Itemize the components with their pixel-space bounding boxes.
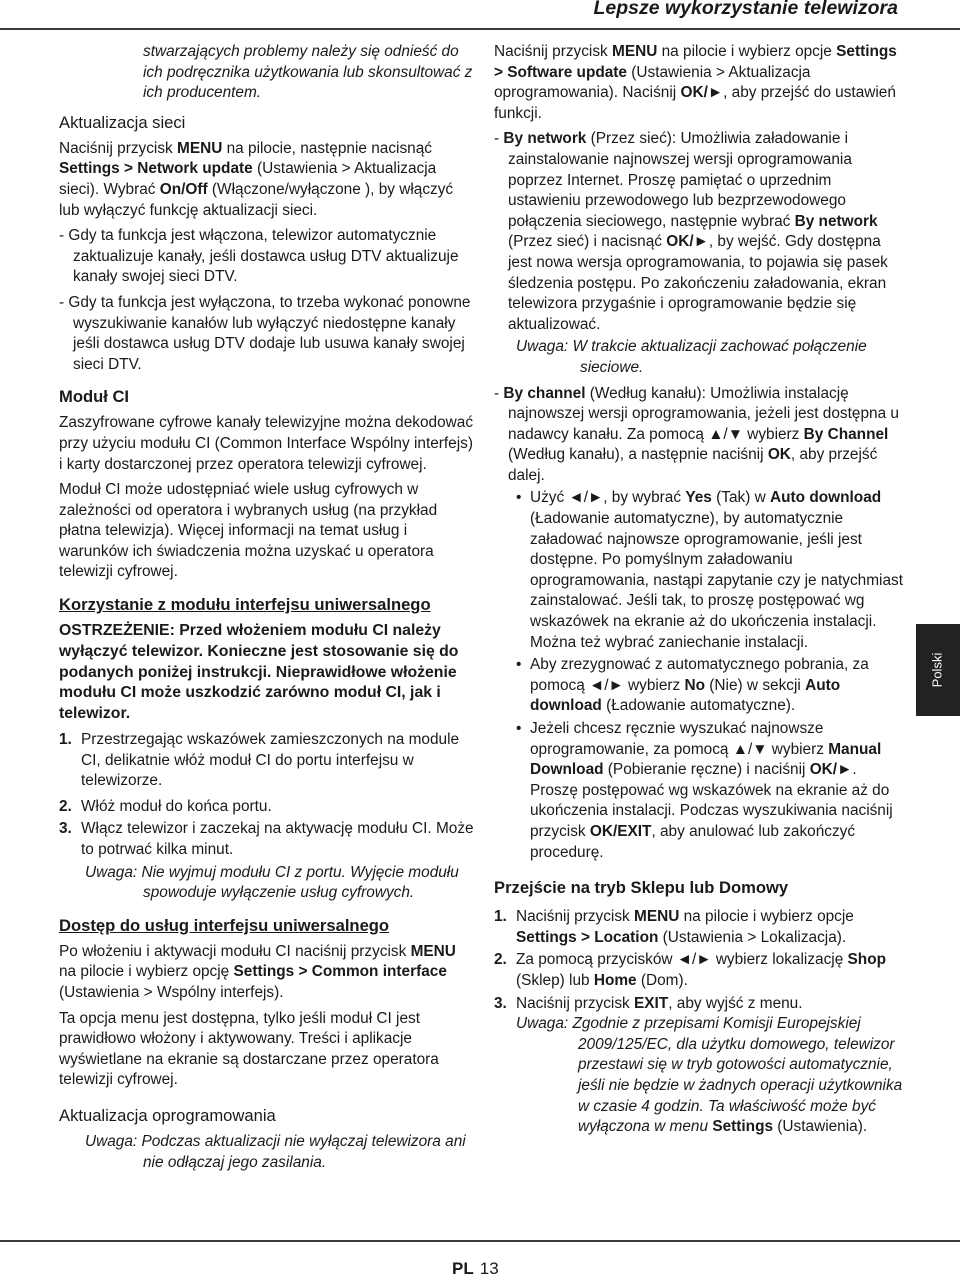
- software-update-note: Uwaga: Podczas aktualizacji nie wyłączaj telewizora ani nie odłączaj jego zasilania.: [85, 1132, 466, 1171]
- ci-access-paragraph-1: Po włożeniu i aktywacji modułu CI naciśnij przycisk MENU na pilocie i wybierz opcję Settings > Common interface (Ustawienia > Wspólny interfejs).: [59, 942, 456, 1001]
- manual-download-bullet: • Jeżeli chcesz ręcznie wyszukać najnowsze oprogramowanie, za pomocą ▲/▼ wybierz Manual Download (Pobieranie ręczne) i naciśnij OK/►. Proszę postępować wg wskazówek na ekranie aż do ukończenia instalacji. Podczas wyszukiwania naciśnij przycisk OK/EXIT, aby anulować lub zakończyć procedurę.: [516, 720, 893, 861]
- right-column: [494, 42, 904, 1143]
- network-update-off-item: - Gdy ta funkcja jest wyłączona, to trzeba wykonać ponowne wyszukiwanie kanałów lub wyłączyć niedostępne kanały jeśli dostawca usług DTV dodaje lub usuwa kanały swojej sieci DTV.: [59, 293, 471, 373]
- by-network-item: - By network (Przez sieć): Umożliwia załadowanie i zainstalowanie najnowszej wersji oprogramowania poprzez Internet. Proszę pamiętać o uprzednim ustawieniu przewodowego lub bezprzewodowego połączenia sieciowego, następnie wybrać By network (Przez sieć) i nacisnąć OK/►, by wejść. Gdy dostępna jest nowa wersja oprogramowania, to pojawia się pasek śledzenia postępu. Po zakończeniu załadowania, ekran telewizora przygaśnie i oprogramowanie będzie się aktualizować.: [494, 130, 888, 333]
- by-network-note: Uwaga: W trakcie aktualizacji zachować połączenie sieciowe.: [516, 338, 867, 376]
- ci-module-paragraph-2: Moduł CI może udostępniać wiele usług cyfrowych w zależności od operatora i wybranych usług (na przykład płatna telewizja). Więcej informacji na temat usług i warunków ich świadczenia można uzyskać u operatora telewizji cyfrowej.: [59, 481, 438, 581]
- ci-step-3: 3. Włącz telewizor i zaczekaj na aktywację modułu CI. Może to potrwać kilka minut.: [59, 820, 474, 859]
- page-header-title: Lepsze wykorzystanie telewizora: [593, 0, 898, 19]
- cancel-download-bullet: • Aby zrezygnować z automatycznego pobrania, za pomocą ◄/► wybierz No (Nie) w sekcji Auto download (Ładowanie automatyczne).: [516, 656, 869, 715]
- ci-usage-heading: Korzystanie z modułu interfejsu uniwersalnego: [59, 595, 431, 615]
- shop-note: Uwaga: Zgodnie z przepisami Komisji Europejskiej 2009/125/EC, dla użytku domowego, telewizor przestawi się w tryb gotowości automatycznie, jeśli nie będzie w żadnych operacji użytkownika w czasie 4 godzin. Ta właściwość może być wyłączona w menu Settings (Ustawienia).: [516, 1015, 903, 1136]
- software-update-paragraph: Naciśnij przycisk MENU na pilocie i wybierz opcje Settings > Software update (Ustawienia > Aktualizacja oprogramowania). Naciśnij OK/►, aby przejść do ustawień funkcji.: [494, 43, 897, 122]
- language-side-tab-label: Polski: [929, 652, 945, 688]
- ci-steps-note: Uwaga: Nie wyjmuj modułu CI z portu. Wyjęcie modułu spowoduje wyłączenie usług cyfrowych.: [85, 863, 459, 902]
- network-update-heading: Aktualizacja sieci: [59, 112, 186, 132]
- ci-access-paragraph-2: Ta opcja menu jest dostępna, tylko jeśli moduł CI jest prawidłowo włożony i aktywowany. Treści i aplikacje wyświetlane na ekranie są dostarczane przez operatora telewizji cyfrowej.: [59, 1009, 439, 1089]
- network-update-paragraph: Naciśnij przycisk MENU na pilocie, następnie nacisnąć Settings > Network update (Ustawienia > Aktualizacja sieci). Wybrać On/Off (Włączone/wyłączone ), by włączyć lub wyłączyć funkcję aktualizacji sieci.: [59, 139, 454, 219]
- ci-module-heading: Moduł CI: [59, 387, 130, 407]
- ci-step-2: 2. Włóż moduł do końca portu.: [59, 797, 272, 815]
- ci-access-heading: Dostęp do usług interfejsu uniwersalnego: [59, 915, 390, 935]
- shop-step-2: 2. Za pomocą przycisków ◄/► wybierz lokalizację Shop (Sklep) lub Home (Dom).: [494, 951, 887, 989]
- by-channel-item: - By channel (Według kanału): Umożliwia instalację najnowszej wersji oprogramowania, jeżeli jest dostępna u nadawcy kanału. Za pomocą ▲/▼ wybierz By Channel (Według kanału), a następnie naciśnij OK, aby przejść dalej.: [494, 384, 899, 484]
- ci-module-paragraph-1: Zaszyfrowane cyfrowe kanały telewizyjne można dekodować przy użyciu modułu CI (Common Interface Wspólny interfejs) i karty dostarczonej przez operatora telewizji cyfrowej.: [59, 414, 474, 473]
- footer-divider: [0, 1240, 960, 1242]
- footer-language: PL: [452, 1259, 474, 1278]
- shop-home-heading: Przejście na tryb Sklepu lub Domowy: [494, 878, 789, 898]
- ci-step-1: 1. Przestrzegając wskazówek zamieszczonych na module CI, delikatnie włóż moduł CI do portu interfejsu w telewizorze.: [59, 731, 460, 790]
- network-update-on-item: - Gdy ta funkcja jest włączona, telewizor automatycznie zaktualizuje kanały, jeśli dostawca usług DTV aktualizuje kanały swojej sieci DTV.: [59, 227, 459, 286]
- software-update-heading: Aktualizacja oprogramowania: [59, 1105, 276, 1125]
- language-side-tab: [916, 624, 960, 716]
- left-column: [59, 42, 475, 1178]
- auto-download-bullet: • Użyć ◄/►, by wybrać Yes (Tak) w Auto download (Ładowanie automatyczne), by automatycznie załadować najnowsze oprogramowanie, jeśli jest dostępne. Po pomyślnym załadowaniu oprogramowania, nastąpi zapytanie czy je natychmiast zainstalować. Jeśli tak, to proszę postępować wg wskazówek na ekranie aż do ukończenia instalacji. Można też wybrać zaniechanie instalacji.: [516, 489, 903, 651]
- intro-continued-note: stwarzających problemy należy się odnieść do ich podręcznika użytkowania lub skonsultować z ich producentem.: [143, 43, 473, 102]
- header-divider: [0, 28, 960, 30]
- page-number: 13: [479, 1259, 499, 1278]
- ci-warning: OSTRZEŻENIE: Przed włożeniem modułu CI należy wyłączyć telewizor. Konieczne jest stosowanie się do podanych poniżej instrukcji. Nieprawidłowe włożenie modułu CI może uszkodzić zarówno moduł CI, jak i telewizor.: [59, 622, 459, 723]
- shop-step-3: 3. Naciśnij przycisk EXIT, aby wyjść z menu.: [494, 994, 803, 1012]
- shop-step-1: 1. Naciśnij przycisk MENU na pilocie i wybierz opcje Settings > Location (Ustawienia > Lokalizacja).: [494, 908, 854, 946]
